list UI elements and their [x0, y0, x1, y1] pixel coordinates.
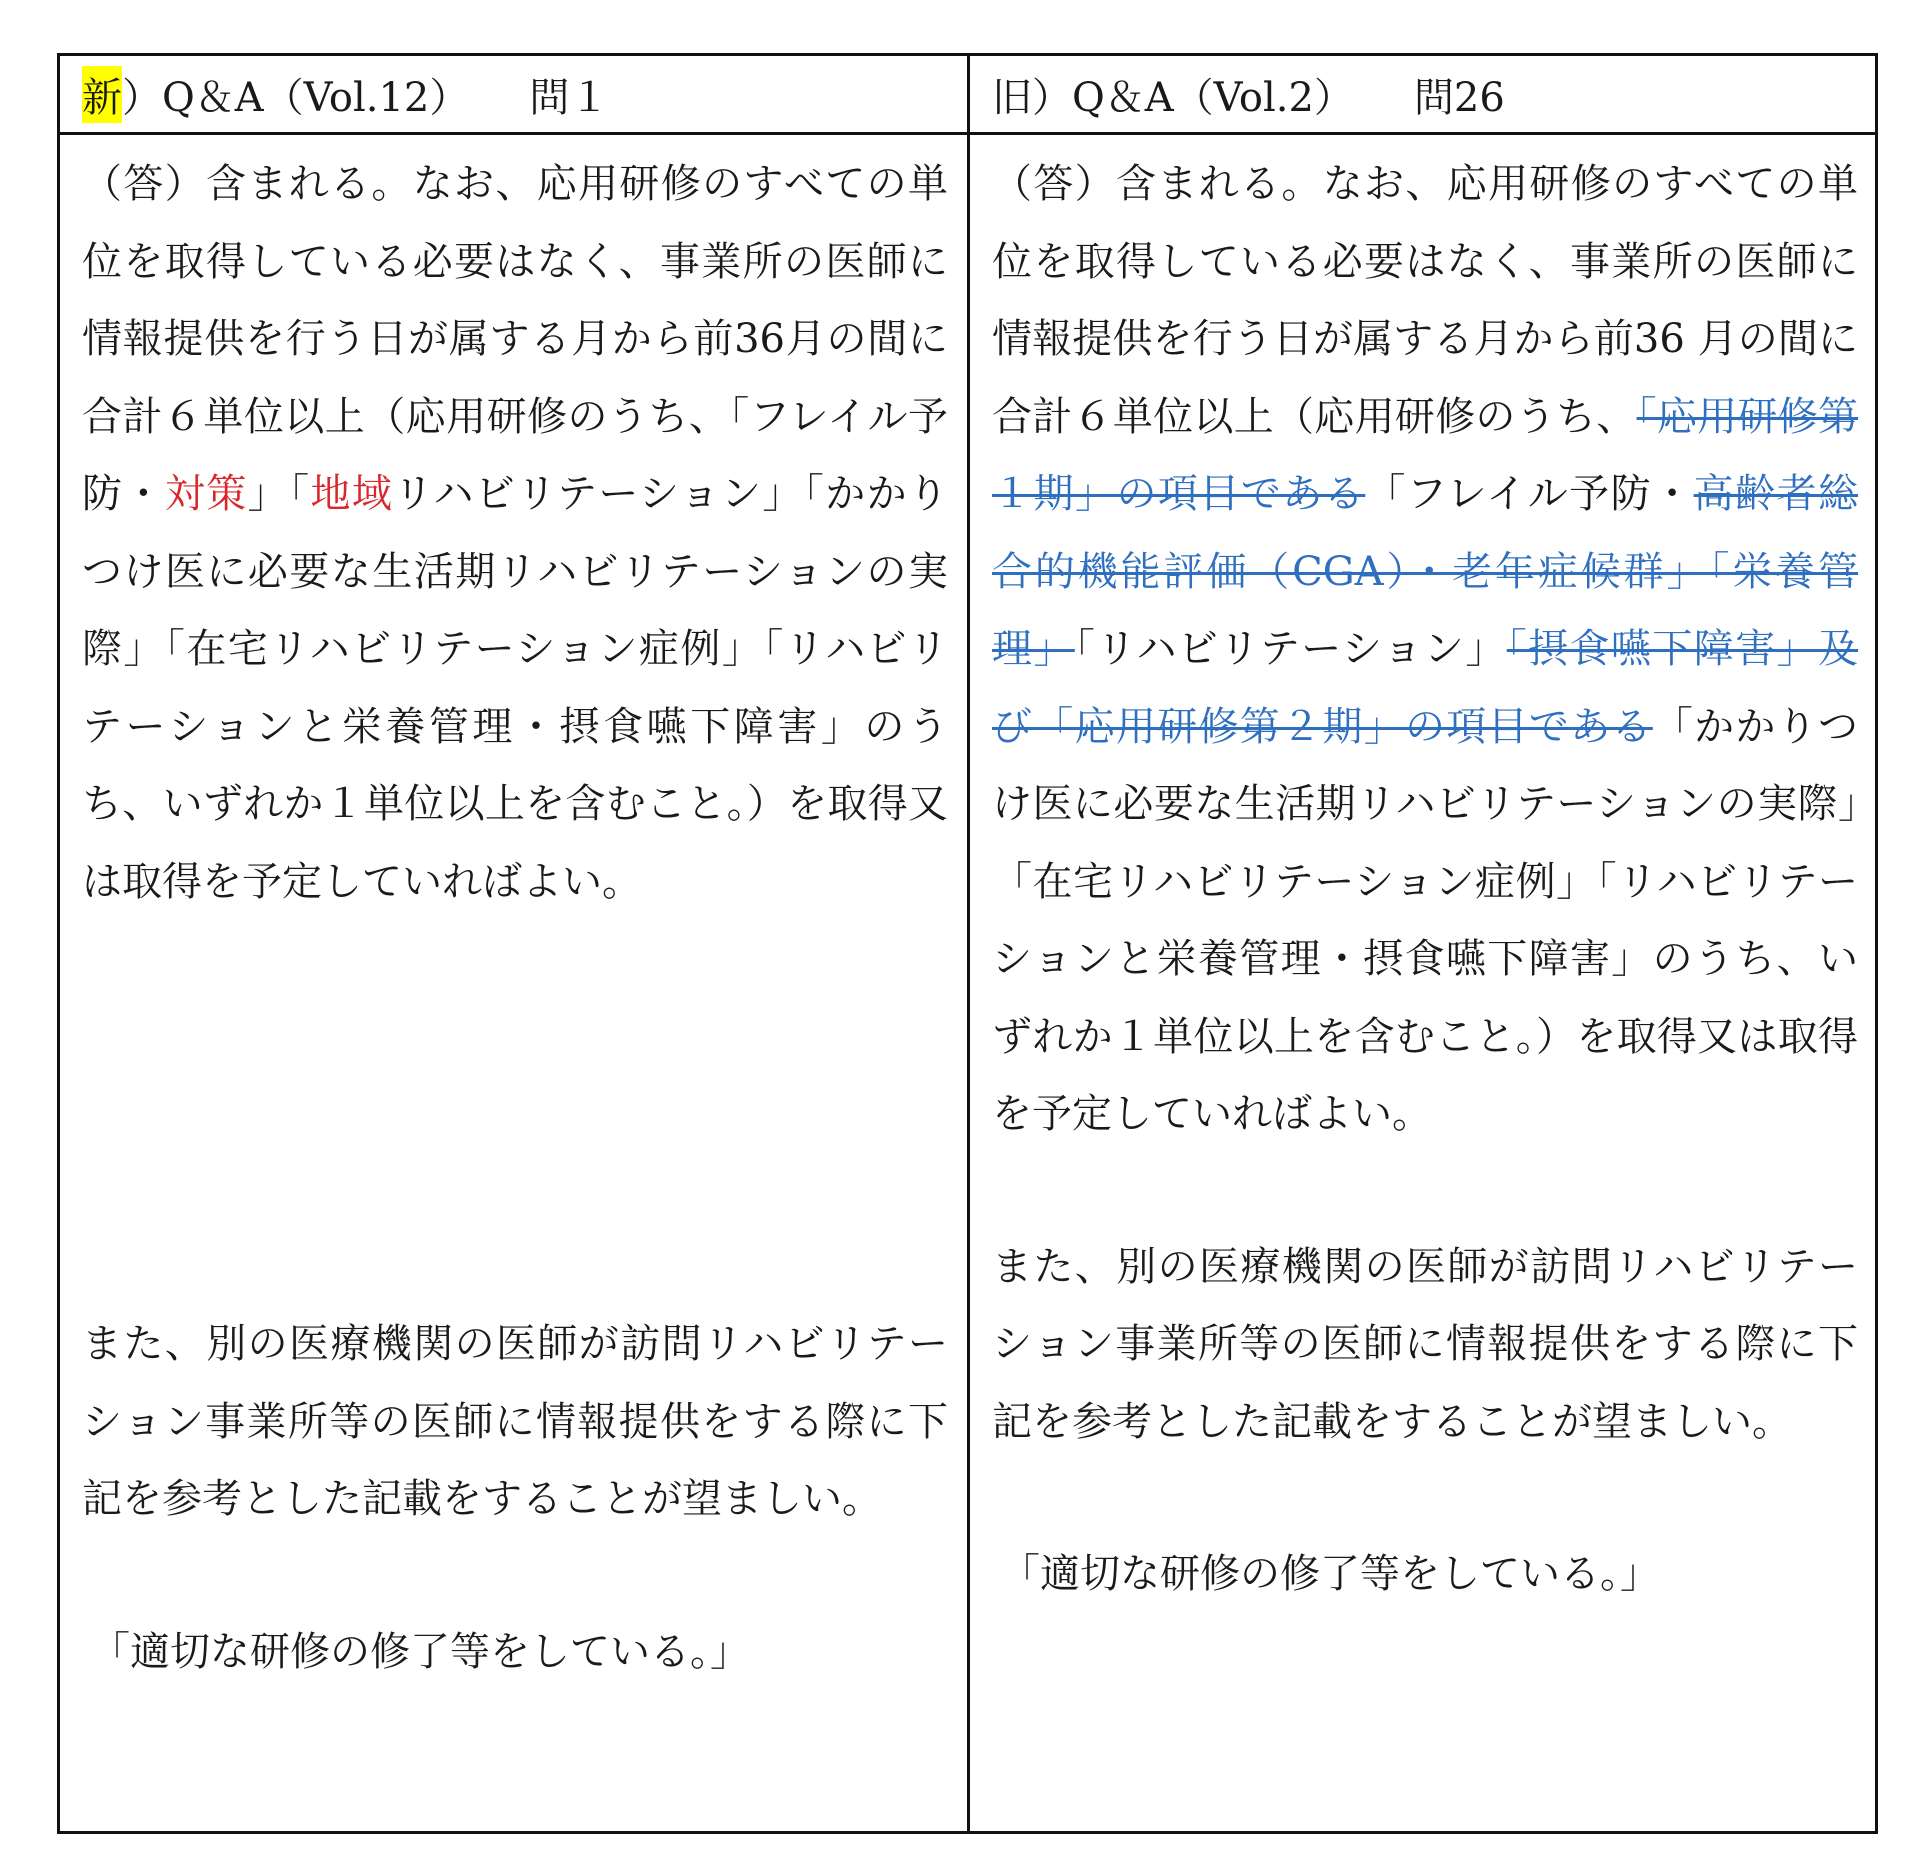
old-column	[992, 146, 1858, 1614]
new-answer-text-b: 」「	[247, 471, 311, 517]
old-quote: 「適切な研修の修了等をしている。」	[1000, 1551, 1660, 1597]
old-answer-text-c: 「リハビリテーション」	[1074, 626, 1507, 672]
header-divider	[60, 132, 1875, 135]
new-answer-text-a: （答）含まれる。なお、応用研修のすべての単位を取得している必要はなく、事業所の医師に情報提供を行う日が属する月から前36月の間に合計６単位以上（応用研修のうち、「フレイル予防・	[82, 161, 948, 517]
deleted-text: 「摂食嚥下障害」及び「応用研修第２期」の項目である	[992, 626, 1859, 750]
deleted-text: 高齢者総合的機能評価（CGA）・老年症候群」「栄養管理」	[992, 471, 1859, 672]
new-title: ）Q＆A（Vol.12）	[122, 74, 470, 121]
new-paragraph-2: また、別の医療機関の医師が訪問リハビリテーション事業所等の医師に情報提供をする際に下記を参考とした記載をすることが望ましい。	[82, 1321, 948, 1522]
old-answer	[992, 146, 1858, 1154]
new-question: 問１	[529, 74, 610, 121]
inserted-text: 地域	[310, 471, 394, 517]
old-answer-text-a: （答）含まれる。なお、応用研修のすべての単位を取得している必要はなく、事業所の医師に情報提供を行う日が属する月から前36 月の間に合計６単位以上（応用研修のうち、	[992, 161, 1858, 440]
old-answer-text-b: 「フレイル予防・	[1365, 471, 1694, 517]
new-header	[82, 56, 609, 132]
deleted-text: 「応用研修第１期」の項目である	[992, 393, 1859, 517]
new-answer	[82, 146, 948, 921]
inserted-text: 対策	[164, 471, 248, 517]
old-question: 問26	[1413, 74, 1505, 121]
new-quote: 「適切な研修の修了等をしている。」	[90, 1628, 750, 1675]
new-answer-text-c: リハビリテーション」「かかりつけ医に必要な生活期リハビリテーションの実際」「在宅リハビリテーション症例」「リハビリテーションと栄養管理・摂食嚥下障害」のうち、いずれか１単位以上を含むこと。）を取得又は取得を予定していればよい。	[82, 471, 949, 905]
old-header	[992, 56, 1505, 132]
column-divider	[967, 56, 970, 1831]
old-answer-text-d: 「かかりつけ医に必要な生活期リハビリテーションの実際」「在宅リハビリテーション症例」「リハビリテーションと栄養管理・摂食嚥下障害」のうち、いずれか１単位以上を含むこと。）を取得又は取得を予定していればよい。	[992, 703, 1859, 1137]
old-title: 旧）Q＆A（Vol.2）	[992, 74, 1354, 121]
new-mark: 新	[82, 66, 122, 123]
old-paragraph-2: また、別の医療機関の医師が訪問リハビリテーション事業所等の医師に情報提供をする際に下記を参考とした記載をすることが望ましい。	[992, 1243, 1858, 1445]
comparison-table	[57, 53, 1878, 1834]
new-column	[82, 146, 948, 1691]
